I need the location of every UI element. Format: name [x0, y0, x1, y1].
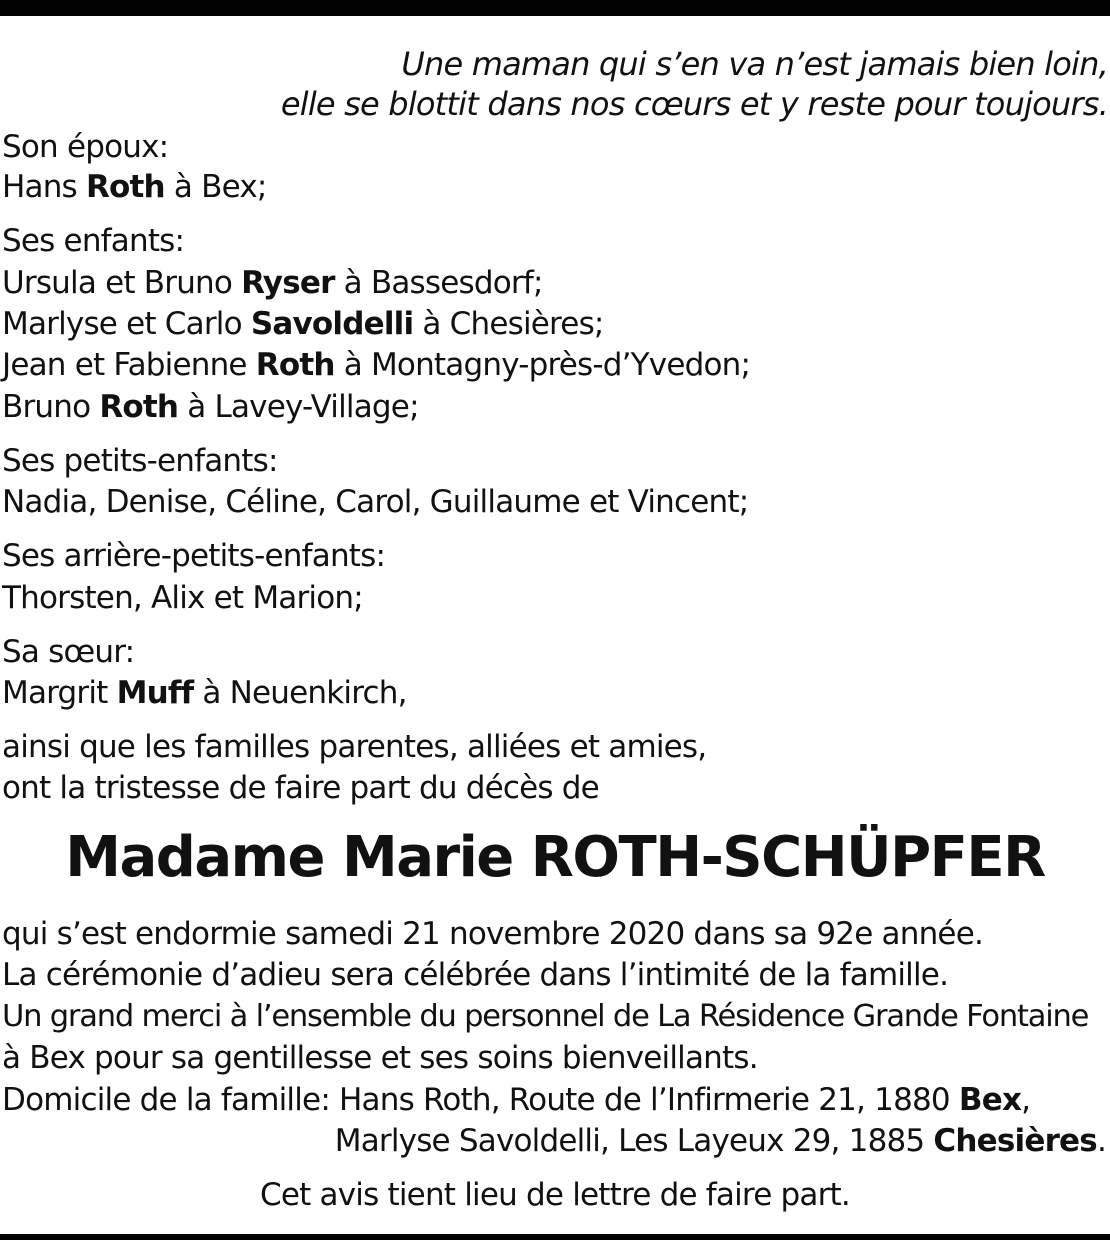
quote-line-1: Une maman qui s’en va n’est jamais bien loin, — [401, 45, 1108, 83]
place: à Neuenkirch, — [202, 675, 407, 711]
surname: Roth — [85, 169, 165, 205]
domicile-line-2 — [335, 1121, 1106, 1161]
children-heading: Ses enfants: — [2, 223, 185, 259]
spouse-heading: Son époux: — [2, 129, 169, 165]
first-names: Marlyse et Carlo — [2, 306, 242, 342]
deceased-name-heading: Madame Marie ROTH-SCHÜPFER — [65, 825, 1045, 890]
punctuation: , — [1021, 1082, 1031, 1118]
details-line-1: qui s’est endormie samedi 21 novembre 2020 dans sa 92e année. — [2, 916, 984, 952]
great-grandchildren-names: Thorsten, Alix et Marion; — [2, 580, 363, 616]
place: à Chesières; — [422, 306, 604, 342]
announcement-line-2: ont la tristesse de faire part du décès de — [2, 770, 599, 806]
surname: Muff — [116, 675, 194, 711]
epigraph-quote — [281, 44, 1108, 124]
first-names: Margrit — [2, 675, 108, 711]
surname: Savoldelli — [250, 306, 414, 342]
bottom-border-rule — [0, 1234, 1110, 1240]
place: à Bex; — [173, 169, 267, 205]
place: à Lavey-Village; — [187, 389, 419, 425]
child-entry — [2, 263, 543, 303]
surname: Ryser — [241, 265, 335, 301]
sister-entry — [2, 673, 407, 713]
place: à Montagny-près-d’Yvedon; — [343, 347, 751, 383]
details-line-2: La cérémonie d’adieu sera célébrée dans l’intimité de la famille. — [2, 957, 949, 993]
grandchildren-heading: Ses petits-enfants: — [2, 443, 278, 479]
first-names: Bruno — [2, 389, 91, 425]
announcement-line-1: ainsi que les familles parentes, alliées et amies, — [2, 729, 707, 765]
sister-heading: Sa sœur: — [2, 634, 135, 670]
first-names: Jean et Fabienne — [2, 347, 247, 383]
first-names: Ursula et Bruno — [2, 265, 233, 301]
child-entry — [2, 387, 419, 427]
details-line-4: à Bex pour sa gentillesse et ses soins bienveillants. — [2, 1040, 758, 1076]
place: à Bassesdorf; — [343, 265, 543, 301]
domicile-city: Chesières — [933, 1123, 1097, 1159]
grandchildren-names: Nadia, Denise, Céline, Carol, Guillaume et Vincent; — [2, 484, 749, 520]
top-border-rule — [0, 0, 1110, 16]
punctuation: . — [1096, 1123, 1106, 1159]
great-grandchildren-heading: Ses arrière-petits-enfants: — [2, 538, 386, 574]
domicile-city: Bex — [958, 1082, 1022, 1118]
surname: Roth — [255, 347, 335, 383]
first-names: Hans — [2, 169, 77, 205]
domicile-address: Domicile de la famille: Hans Roth, Route de l’Infirmerie 21, 1880 — [2, 1082, 950, 1118]
domicile-line-1 — [2, 1080, 1030, 1120]
details-line-3: Un grand merci à l’ensemble du personnel de La Résidence Grande Fontaine — [2, 999, 1089, 1034]
child-entry — [2, 345, 750, 385]
surname: Roth — [99, 389, 179, 425]
domicile-address: Marlyse Savoldelli, Les Layeux 29, 1885 — [334, 1123, 925, 1159]
quote-line-2: elle se blottit dans nos cœurs et y reste pour toujours. — [280, 85, 1108, 123]
spouse-entry — [2, 167, 267, 207]
closing-notice: Cet avis tient lieu de lettre de faire part. — [260, 1177, 850, 1213]
child-entry — [2, 304, 604, 344]
